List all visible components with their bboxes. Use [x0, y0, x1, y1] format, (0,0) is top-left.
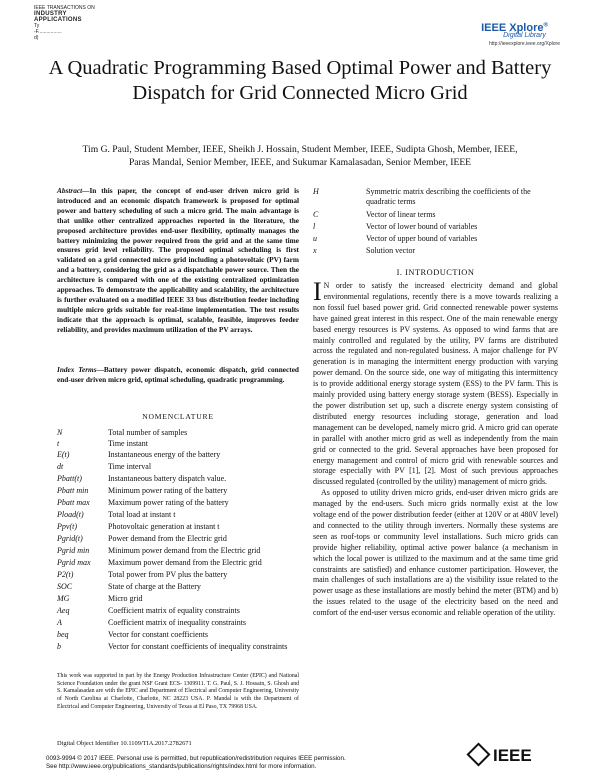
nom-symbol: H	[313, 187, 319, 196]
copyright-footer	[46, 755, 486, 771]
nom-symbol: beq	[57, 630, 69, 639]
intro-paragraph	[313, 277, 558, 488]
xplore-title: IEEE Xplore	[481, 22, 544, 34]
nom-symbol: A	[57, 618, 62, 627]
nom-symbol: l	[313, 222, 316, 231]
nom-symbol: E(t)	[57, 450, 70, 459]
nomenclature-title: NOMENCLATURE	[142, 412, 214, 421]
nom-definition: Micro grid	[108, 594, 143, 603]
xplore-url[interactable]: http://ieeexplore.ieee.org/Xplore	[489, 41, 560, 47]
nom-definition: Instantaneous battery dispatch value.	[108, 474, 227, 483]
ieee-xplore-badge[interactable]	[481, 22, 560, 47]
journal-line: IEEE TRANSACTIONS ON	[34, 5, 95, 11]
nom-definition: Vector for constant coefficients	[108, 630, 209, 639]
nom-definition: Vector for constant coefficients of inequality constraints	[108, 642, 288, 651]
index-terms	[57, 365, 299, 385]
nom-symbol: Pgrid(t)	[57, 534, 83, 543]
nom-definition: Total load at instant t	[108, 510, 176, 519]
nom-definition: Total number of samples	[108, 428, 188, 437]
section-heading-introduction: I. INTRODUCTION	[396, 268, 475, 277]
index-terms-label: Index Terms	[57, 365, 97, 374]
nom-symbol: Aeq	[57, 606, 70, 615]
index-terms-text: —Battery power dispatch, economic dispatch, grid connected end-user driven micro grid, optimal scheduling, quadratic programming.	[57, 365, 299, 384]
author-list	[30, 143, 570, 169]
nom-definition: Solution vector	[366, 246, 416, 255]
nom-symbol: dt	[57, 462, 64, 471]
intro-first-word: N	[323, 281, 330, 290]
abstract-label: Abstract	[57, 186, 83, 195]
nom-symbol: Pgrid min	[57, 546, 90, 555]
nom-symbol: Pbatt min	[57, 486, 89, 495]
nom-definition: Minimum power demand from the Electric grid	[108, 546, 261, 555]
journal-small-line: Ty	[34, 23, 40, 29]
nom-symbol: N	[57, 428, 63, 437]
nom-definition: Time instant	[108, 439, 148, 448]
ieee-diamond-icon	[466, 742, 490, 766]
nom-symbol: C	[313, 210, 319, 219]
nom-definition: Maximum power demand from the Electric grid	[108, 558, 262, 567]
intro-paragraph-2: As opposed to utility driven micro grids, end-user driven micro grids are managed by the end-users. Such micro grids normally exist at the low voltage end of the power distribution feeder (either at 120V or at 480V level) and connected to the utility through inverters. Normally these systems are seen as roof-tops or community level installations. Such micro grids can provide higher reliability, optimal active power balance (a mechanism in which the local power is utilized to the maximum and at the same time grid constraints are satisfied) and enhance customer participation. However, the main challenges of such installations are a) the visibility issue related to the power usage as these installations are mostly behind the meter (BTM) and b) the issues related to the usage of the electricity based on the need and comfort of the end-user versus economic and reliable operation of the utility.	[313, 488, 558, 618]
rights-link[interactable]: See http://www.ieee.org/publications_standards/publications/rights/index.html for more information.	[46, 763, 317, 770]
ieee-logo	[470, 746, 532, 766]
nom-symbol: Pbatt max	[57, 498, 90, 507]
nom-symbol: MG	[57, 594, 70, 603]
nom-definition: State of charge at the Battery	[108, 582, 201, 591]
nom-definition: Total power from PV plus the battery	[108, 570, 228, 579]
paper-title: A Quadratic Programming Based Optimal Power and Battery Dispatch for Grid Connected Micro Grid	[48, 57, 552, 104]
ieee-logo-text: IEEE	[493, 746, 532, 765]
nom-symbol: Ppv(t)	[57, 522, 77, 531]
nom-definition: Symmetric matrix describing the coefficients of the quadratic terms	[366, 187, 531, 207]
introduction-body	[313, 277, 558, 619]
nom-symbol: Pload(t)	[57, 510, 84, 519]
abstract	[57, 186, 299, 335]
nom-definition: Instantaneous energy of the battery	[108, 450, 221, 459]
journal-header	[34, 5, 95, 41]
nom-definition: Coefficient matrix of inequality constraints	[108, 618, 247, 627]
journal-small-line: -F.................	[34, 29, 62, 35]
nom-symbol: Pbatt(t)	[57, 474, 82, 483]
nom-symbol: t	[57, 439, 60, 448]
nom-definition: Minimum power rating of the battery	[108, 486, 228, 495]
nom-definition: Maximum power rating of the battery	[108, 498, 229, 507]
xplore-registered-mark: ®	[543, 22, 548, 29]
journal-line: INDUSTRY	[34, 11, 67, 17]
doi-line: Digital Object Identifier 10.1109/TIA.2017.2782671	[57, 740, 192, 747]
nom-symbol: b	[57, 642, 61, 651]
nom-definition: Vector of lower bound of variables	[366, 222, 478, 231]
journal-line: APPLICATIONS	[34, 17, 82, 23]
abstract-text: —In this paper, the concept of end-user driven micro grid is introduced and an economic dispatch framework is proposed for optimal power and battery scheduling of such a micro grid. The main advantage is that unlike other centralized approaches reported in the literature, the proposed architecture provides end-user flexibility, optimally manages the battery minimizing the power required from the grid and at the same time ensures grid level reliability. The proposed optimal scheduling is first validated on a grid connected micro grid including a photovoltaic (PV) farm and a battery, considering the grid as a dispatchable power source. Then the architecture is compared with one of the existing centralized optimization approaches. To demonstrate the applicability and scalability, the architecture is further evaluated on a modified IEEE 33 bus distribution feeder including multiple micro grids suitable for real-time implementation. The test results indicate that the approach is optimal, scalable, feasible, improves feeder reliability, and provides maximum utilization of the PV arrays.	[57, 186, 299, 334]
nom-definition: Time interval	[108, 462, 152, 471]
nom-definition: Vector of upper bound of variables	[366, 234, 478, 243]
nom-symbol: x	[313, 246, 317, 255]
copyright-line: 0093-9994 © 2017 IEEE. Personal use is permitted, but republication/redistribution requires IEEE permission.	[46, 755, 346, 762]
nom-definition: Power demand from the Electric grid	[108, 534, 227, 543]
nom-symbol: Pgrid max	[57, 558, 91, 567]
nom-symbol: SOC	[57, 582, 73, 591]
nom-definition: Coefficient matrix of equality constraints	[108, 606, 240, 615]
nom-definition: Photovoltaic generation at instant t	[108, 522, 220, 531]
authors-line: Paras Mandal, Senior Member, IEEE, and Sukumar Kamalasadan, Senior Member, IEEE	[128, 157, 472, 168]
intro-paragraph-1-text: order to satisfy the increased electricity demand and global environmental regulations, recently there is a move towards realizing a non fossil fuel based power grid. Grid connected renewable power systems have gained great interest in this respect. One of the main renewable energy based energy resources is PV systems. As opposed to wind farms that are mainly controlled and regulated by the utility, PV farms are distributed across the regulated and non-regulated business. A major challenge for PV generation is in managing the intermittent energy production with varying power demand. On the source side, one way of mitigating this intermittency is to provide additional energy storage system (ESS) to the PV farm. This is mainly provided using battery energy storage system (BESS). Especially in the power distribution set up, such a discrete energy system consisting of distributed energy resources including storage, generation and load management can be developed, namely micro grid. A micro grid can operate in parallel with another micro grid as well as independently from the main grid or connected to the grid. Several approaches have been proposed for energy management and control of micro grid with renewable sources and storage especially with PV [1], [2]. Most of such previous approaches discussed regulated (controlled by the utility) management of micro grids.	[313, 281, 558, 487]
journal-small-line: d)	[34, 35, 39, 41]
xplore-subtitle: Digital Library	[503, 32, 546, 39]
funding-footnote: This work was supported in part by the Energy Production Infrastructure Center (EPIC) and National Science Foundation under the grant NSF Grant ECS- 1309911. T. G. Paul, S. J. Hossain, S. Ghosh and S. Kamalasadan are with the EPIC and Department of Electrical and Computer Engineering, University of North Carolina at Charlotte, Charlotte, NC 28223 USA. P. Mandal is with the Department of Electrical and Computer Engineering, University of Texas at El Paso, TX 79968 USA.	[57, 673, 299, 710]
nom-symbol: u	[313, 234, 317, 243]
authors-line: Tim G. Paul, Student Member, IEEE, Sheikh J. Hossain, Student Member, IEEE, Sudipta Ghosh, Member, IEEE,	[82, 144, 518, 155]
nom-definition: Vector of linear terms	[366, 210, 436, 219]
nom-symbol: P2(t)	[57, 570, 74, 579]
drop-cap: I	[313, 277, 322, 306]
